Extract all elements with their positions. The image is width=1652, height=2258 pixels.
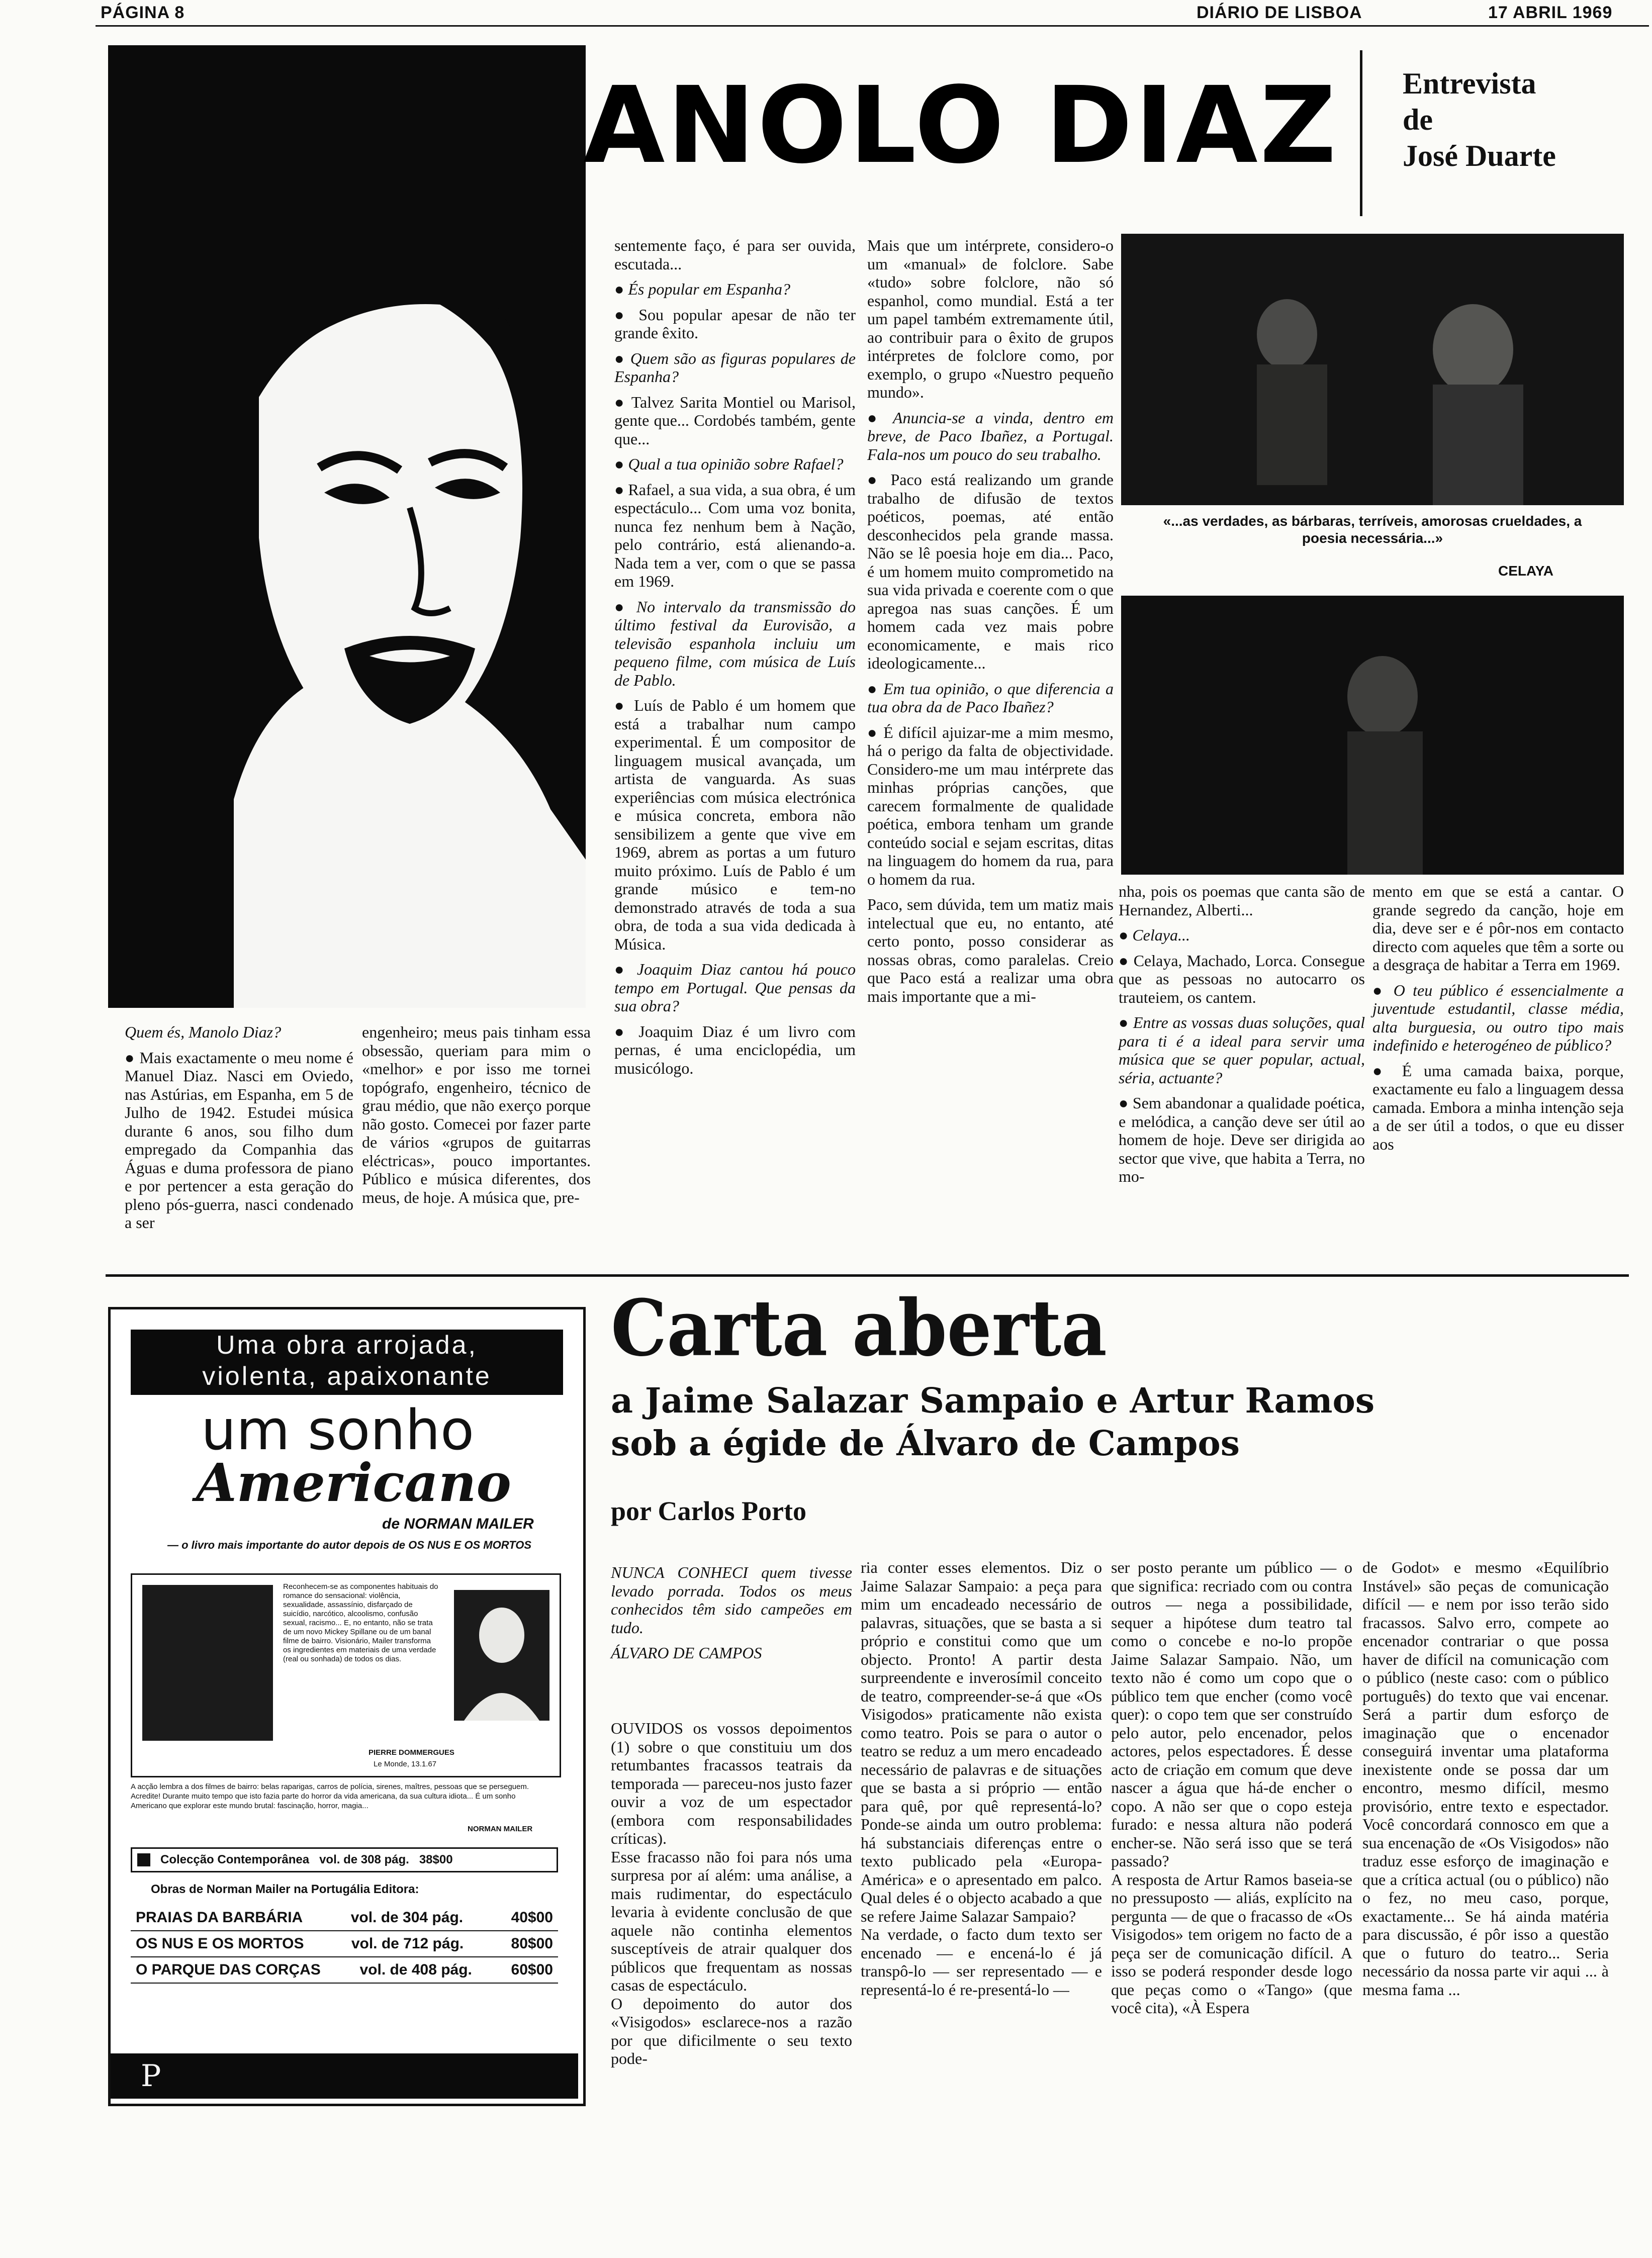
interview-answer: ● Rafael, a sua vida, a sua obra, é um espectáculo... Com uma voz bonita, nunca fez nenhum bem à Nação, pelo contrário, está alienando-a. Nada tem a ver, com o que se passa em 1969.	[614, 480, 860, 590]
ad-book-price: 60$00	[511, 1961, 553, 1978]
ad-book-name: OS NUS E OS MORTOS	[136, 1935, 304, 1952]
ad-author: de NORMAN MAILER	[382, 1516, 534, 1532]
ad-quote-image	[142, 1585, 273, 1741]
ad-collection: Colecção Contemporânea	[160, 1853, 310, 1866]
ad-book-row	[131, 1957, 558, 1984]
letter-col3-text: ser posto perante um público — o que significa: recriado com ou contra outros — nega a possibilidade, sequer a hipótese dum teatro tal como o concebe e no-lo propõe Jaime Salazar Sampaio. Não, um texto não é como um copo que o público tem que encher (como você quer): o copo tem que ser construído pelo autor, pelo encenador, pelos actores, pelos espectadores. É desse acto de criação em comum que deve nascer a água que há-de encher o copo. A não ser que o copo esteja furado: e nessa altura não poderá encher-se. Não será isso que se terá passado? A resposta de Artur Ramos baseia-se no pressuposto — aliás, explícito na pergunta — de que o fracasso de «Os Visigodos» tem origem no facto de a peça ser de comunicação difícil. A isso se poderá responder desde logo que peças como o «Tango» (que você cita), «À Espera	[1111, 1558, 1352, 2017]
interview-question: ● Anuncia-se a vinda, dentro em breve, de Paco Ibañez, a Portugal. Fala-nos um pouco do seu trabalho.	[867, 408, 1118, 463]
ad-book-title-1: um sonho	[201, 1398, 475, 1462]
ad-publisher-bar	[111, 2053, 578, 2099]
letter-col2-text: ria conter esses elementos. Diz o Jaime Salazar Sampaio: a peça para mim um encadeado necessário de palavras, situações, que se basta a si próprio e constitui como que um objecto. Pronto! A partir desta surpreendente e inverosímil conceito de teatro, compreender-se-á que «Os Visigodos» praticamente não exista como teatro. Pois se para o autor o teatro se reduz a um mero encadeado necessário de palavras e de situações que se basta a si próprio — então para quê, por quê representá-lo? Ponde-se ainda um outro problema: há substanciais diferenças entre o texto publicado pela «Europa-América» e o apresentado em palco. Qual deles é o objecto acabado a que se refere Jaime Salazar Sampaio? Na verdade, o facto dum texto ser encenado — e encená-lo é já transpô-lo — ser representado — e representá-lo é re-presentá-lo —	[861, 1558, 1102, 1999]
letter-byline: por Carlos Porto	[611, 1496, 806, 1526]
interview-question: Quem és, Manolo Diaz?	[125, 1023, 282, 1041]
ad-quote-text: Reconhecem-se as componentes habituais do romance do sensacional: violência, sexualidade, assassínio, disfarçado de suicídio, narcótico, alcoolismo, confusão sexual, racismo... E, no entanto, não se trata de um novo Mickey Spillane ou de um banal filme de bairro. Visionário, Mailer transforma os ingredientes em materiais de uma verdade (real ou sonhada) de todos os dias.	[283, 1582, 438, 1663]
interview-column-2	[362, 1023, 595, 1259]
ad-book-name: O PARQUE DAS CORÇAS	[136, 1961, 321, 1978]
interview-question: ● O teu público é essencialmente a juventude estudantil, classe média, alta burguesia, ou outro tipo mais indefinido e heterogéneo de público?	[1372, 981, 1628, 1054]
ad-quote-source: Le Monde, 13.1.67	[374, 1760, 437, 1768]
portrait-photo	[108, 45, 586, 1008]
letter-title: Carta aberta	[611, 1283, 1107, 1374]
interview-answer: ● Mais exactamente o meu nome é Manuel Diaz. Nasci em Oviedo, nas Astúrias, em Espanha, em 5 de Julho de 1942. Estudei música durante 6 anos, sou filho dum empregado da Companhia das Águas e duma professora de piano e por pertencer a esta geração do pleno pós-guerra, nasci condenado a ser	[125, 1048, 357, 1232]
ad-book-row	[131, 1931, 558, 1957]
interview-question: ● Joaquim Diaz cantou há pouco tempo em Portugal. Que pensas da sua obra?	[614, 960, 860, 1015]
letter-subtitle-1: a Jaime Salazar Sampaio e Artur Ramos	[611, 1381, 1375, 1421]
interview-column-5	[1119, 882, 1369, 1264]
letter-col4-text: de Godot» e mesmo «Equilíbrio Instável» são peças de comunicação difícil — e nem por isso terão sido fracassos. Salvo erro, compete ao encenador contrariar o que possa haver de difícil na comunicação com o público (neste caso: com o público português) do texto que vai encenar. Será a partir dum esforço de imaginação que o encenador conseguirá inventar uma plataforma inexistente onde se possa dar um encontro, mesmo difícil, mesmo provisório, entre texto e espectador. Você concordará connosco em que a sua encenação de «Os Visigodos» não traduz esse esforço de imaginação e que a crítica actual (ou o público) não o fez, no meu caso, porque, exactamente... Se há ainda matéria para discussão, é pôr isso a questão que o futuro do teatro... Seria necessário da nossa parte vir aqui ... à mesma fama ...	[1362, 1558, 1613, 1999]
interview-answer: engenheiro; meus pais tinham essa obsessão, queriam para mim o «melhor» e por isso me tornei topógrafo, engenheiro, técnico de grau médio, que não exerço porque não gosto. Comecei por fazer parte de vários «grupos de guitarras eléctricas», pouco importantes. Público e música diferentes, dos meus, de hoje. A música que, pre-	[362, 1023, 595, 1206]
byline-label: Entrevista	[1403, 67, 1536, 100]
interview-answer: ● Sou popular apesar de não ter grande êxito.	[614, 305, 860, 342]
interview-answer: ● É difícil ajuizar-me a mim mesmo, há o perigo da falta de objectividade. Considero-me um mau intérprete das minhas próprias canções, que carecem formalmente de qualidade poética, embora tenham um grande conteúdo social e sejam escritas, ditas na linguagem do homem da rua, para o homem da rua.	[867, 723, 1118, 888]
ad-book-price: 40$00	[511, 1909, 553, 1926]
ad-quote-author: PIERRE DOMMERGUES	[369, 1748, 454, 1757]
letter-column-4	[1362, 1558, 1613, 2101]
caption-credit: CELAYA	[1498, 563, 1553, 579]
section-rule	[106, 1274, 1629, 1277]
byline-de: de	[1403, 103, 1433, 136]
ad-author-photo	[454, 1590, 549, 1721]
interview-answer: ● Joaquim Diaz é um livro com pernas, é uma enciclopédia, um musicólogo.	[614, 1022, 860, 1077]
ad-book-price: 80$00	[511, 1935, 553, 1952]
header-rule	[96, 25, 1649, 27]
interview-answer: mento em que se está a cantar. O grande segredo da canção, hoje em dia, deve ser e é pôr-nos em contacto directo com aqueles que têm a sorte ou a desgraça de habitar a Terra em 1969.	[1372, 882, 1628, 974]
page-number: PÁGINA 8	[101, 3, 185, 22]
photo-caption: «...as verdades, as bárbaras, terríveis, amorosas crueldades, a poesia necessária...»	[1163, 513, 1582, 546]
ad-book-info: vol. de 304 pág.	[350, 1909, 464, 1926]
ad-book-row	[131, 1905, 558, 1931]
letter-epigraph	[611, 1563, 856, 1694]
interview-question: ● Quem são as figuras populares de Espanha?	[614, 349, 860, 386]
interview-answer: ● Sem abandonar a qualidade poética, e melódica, a canção deve ser útil ao homem de hoje. Deve ser dirigida ao sector que vive, que habita a Terra, no mo-	[1119, 1094, 1369, 1185]
newspaper-name: DIÁRIO DE LISBOA	[1197, 3, 1362, 22]
letter-column-1	[611, 1719, 852, 2101]
concert-photo-top	[1121, 234, 1624, 505]
ad-tagline-2: violenta, apaixonante	[202, 1362, 492, 1391]
collection-mark-icon	[137, 1853, 150, 1866]
ad-blurb: A acção lembra a dos filmes de bairro: belas raparigas, carros de polícia, sirenes, maîtres, pessoas que se perseguem. Acredite! Durante muito tempo que isto fazia parte do horror da vida americana, da sua cultura idiota... É um sonho Americano que explorar este mundo brutal: fascinação, horror, magia...	[131, 1782, 529, 1810]
byline-author: José Duarte	[1403, 139, 1556, 172]
interview-answer: ● Luís de Pablo é um homem que está a trabalhar num campo experimental. É um compositor de linguagem musical avançada, um artista de vanguarda. As suas experiências com música electrónica e música concreta, embora não sensibilizem a gente que vive em 1969, abrem as portas a um futuro muito próximo. Luís de Pablo é um grande músico e tem-no demonstrado através de toda a sua obra, de toda a sua vida dedicada à Música.	[614, 696, 860, 953]
ad-book-list	[131, 1905, 558, 1984]
interview-question: ● Qual a tua opinião sobre Rafael?	[614, 455, 844, 473]
interview-title: ANOLO DIAZ	[583, 64, 1339, 187]
interview-question: ● Entre as vossas duas soluções, qual para ti é a ideal para servir uma música que se quer popular, actual, séria, actuante?	[1119, 1013, 1369, 1087]
ad-publisher-mark: P	[141, 2058, 161, 2094]
ad-book-info: vol. de 408 pág.	[359, 1961, 472, 1978]
interview-column-4	[867, 236, 1118, 1272]
ad-tagline-box	[131, 1330, 563, 1395]
issue-date: 17 ABRIL 1969	[1488, 3, 1613, 22]
ad-book-title-2: Americano	[196, 1452, 511, 1514]
interview-answer: ● É uma camada baixa, porque, exactamente eu falo a linguagem dessa camada. Embora a minha intenção seja a de ser útil a todos, o que eu disser aos	[1372, 1061, 1628, 1153]
interview-column-1	[125, 1023, 357, 1259]
letter-col1-text: OUVIDOS os vossos depoimentos (1) sobre o que constituiu um dos retumbantes fracassos teatrais da temporada — pareceu-nos justo fazer ouvir a voz de um espectador (embora com responsabilidades críticas). Esse fracasso não foi para nós uma surpresa por aí além: uma análise, a mais rudimentar, do espectáculo levaria à evidente conclusão de que aquele não continha elementos susceptíveis de atrair qualquer dos públicos que frequentam as nossas casas de espectáculo. O depoimento do autor dos «Visigodos» esclarece-nos a razão por que dificilmente o seu texto pode-	[611, 1719, 852, 2067]
ad-collection-row	[131, 1847, 558, 1872]
ad-subtitle: — o livro mais importante do autor depois de OS NUS E OS MORTOS	[167, 1539, 532, 1551]
ad-tagline-1: Uma obra arrojada,	[216, 1331, 478, 1360]
interview-question: ● Em tua opinião, o que diferencia a tua obra da de Paco Ibañez?	[867, 679, 1118, 716]
ad-blurb-author: NORMAN MAILER	[468, 1825, 533, 1833]
interview-answer: Mais que um intérprete, considero-o um «manual» de folclore. Sabe «tudo» sobre folclore, não só espanhol, como mundial. Está a ter um papel também extremamente útil, ao contribuir para o êxito de grupos intérpretes de folclore como, por exemplo, o grupo «Nuestro pequeño mundo».	[867, 236, 1118, 401]
letter-column-3	[1111, 1558, 1352, 2101]
letter-column-2	[861, 1558, 1102, 2101]
interview-answer: nha, pois os poemas que canta são de Hernandez, Alberti...	[1119, 882, 1369, 919]
ad-list-title: Obras de Norman Mailer na Portugália Editora:	[151, 1883, 419, 1896]
interview-column-6	[1372, 882, 1628, 1264]
epigraph-text: NUNCA CONHECI quem tivesse levado porrada. Todos os meus conhecidos têm sido campeões em tudo.	[611, 1563, 856, 1637]
book-advertisement	[108, 1307, 586, 2106]
interview-answer: Paco, sem dúvida, tem um matiz mais intelectual que eu, no entanto, até certo ponto, posso considerar as nossas obras, como paralelas. Creio que Paco está a realizar uma obra mais importante que a mi-	[867, 895, 1118, 1005]
ad-quote-box	[131, 1573, 561, 1777]
ad-collection-info: vol. de 308 pág.	[319, 1853, 409, 1866]
interview-answer: ● Talvez Sarita Montiel ou Marisol, gente que... Cordobés também, gente que...	[614, 393, 860, 448]
ad-book-info: vol. de 712 pág.	[351, 1935, 464, 1952]
interview-col3-list	[614, 236, 860, 1077]
interview-byline	[1403, 65, 1556, 174]
interview-question: ● Celaya...	[1119, 926, 1190, 944]
letter-subtitle-2: sob a égide de Álvaro de Campos	[611, 1424, 1240, 1464]
title-divider	[1360, 50, 1362, 216]
interview-answer: ● Paco está realizando um grande trabalho de difusão de textos poéticos, poemas, até então desconhecidos pela grande massa. Não se lê poesia hoje em dia... Paco, é um homem muito comprometido na sua vida privada e coerente com o que apregoa nas suas canções. É um homem cada vez mais pobre economicamente, e mais rico ideologicamente...	[867, 471, 1118, 672]
epigraph-author: ÁLVARO DE CAMPOS	[611, 1644, 762, 1662]
interview-question: ● És popular em Espanha?	[614, 280, 790, 298]
interview-question: ● No intervalo da transmissão do último festival da Eurovisão, a televisão espanhola incluiu um pequeno filme, com música de Luís de Pablo.	[614, 597, 860, 689]
concert-photo-bottom	[1121, 596, 1624, 875]
interview-column-3	[614, 236, 860, 1227]
interview-answer: sentemente faço, é para ser ouvida, escutada...	[614, 236, 860, 273]
ad-collection-price: 38$00	[419, 1853, 453, 1866]
interview-answer: ● Celaya, Machado, Lorca. Consegue que as pessoas no autocarro os trauteiem, os cantem.	[1119, 951, 1369, 1006]
ad-book-name: PRAIAS DA BARBÁRIA	[136, 1909, 303, 1926]
